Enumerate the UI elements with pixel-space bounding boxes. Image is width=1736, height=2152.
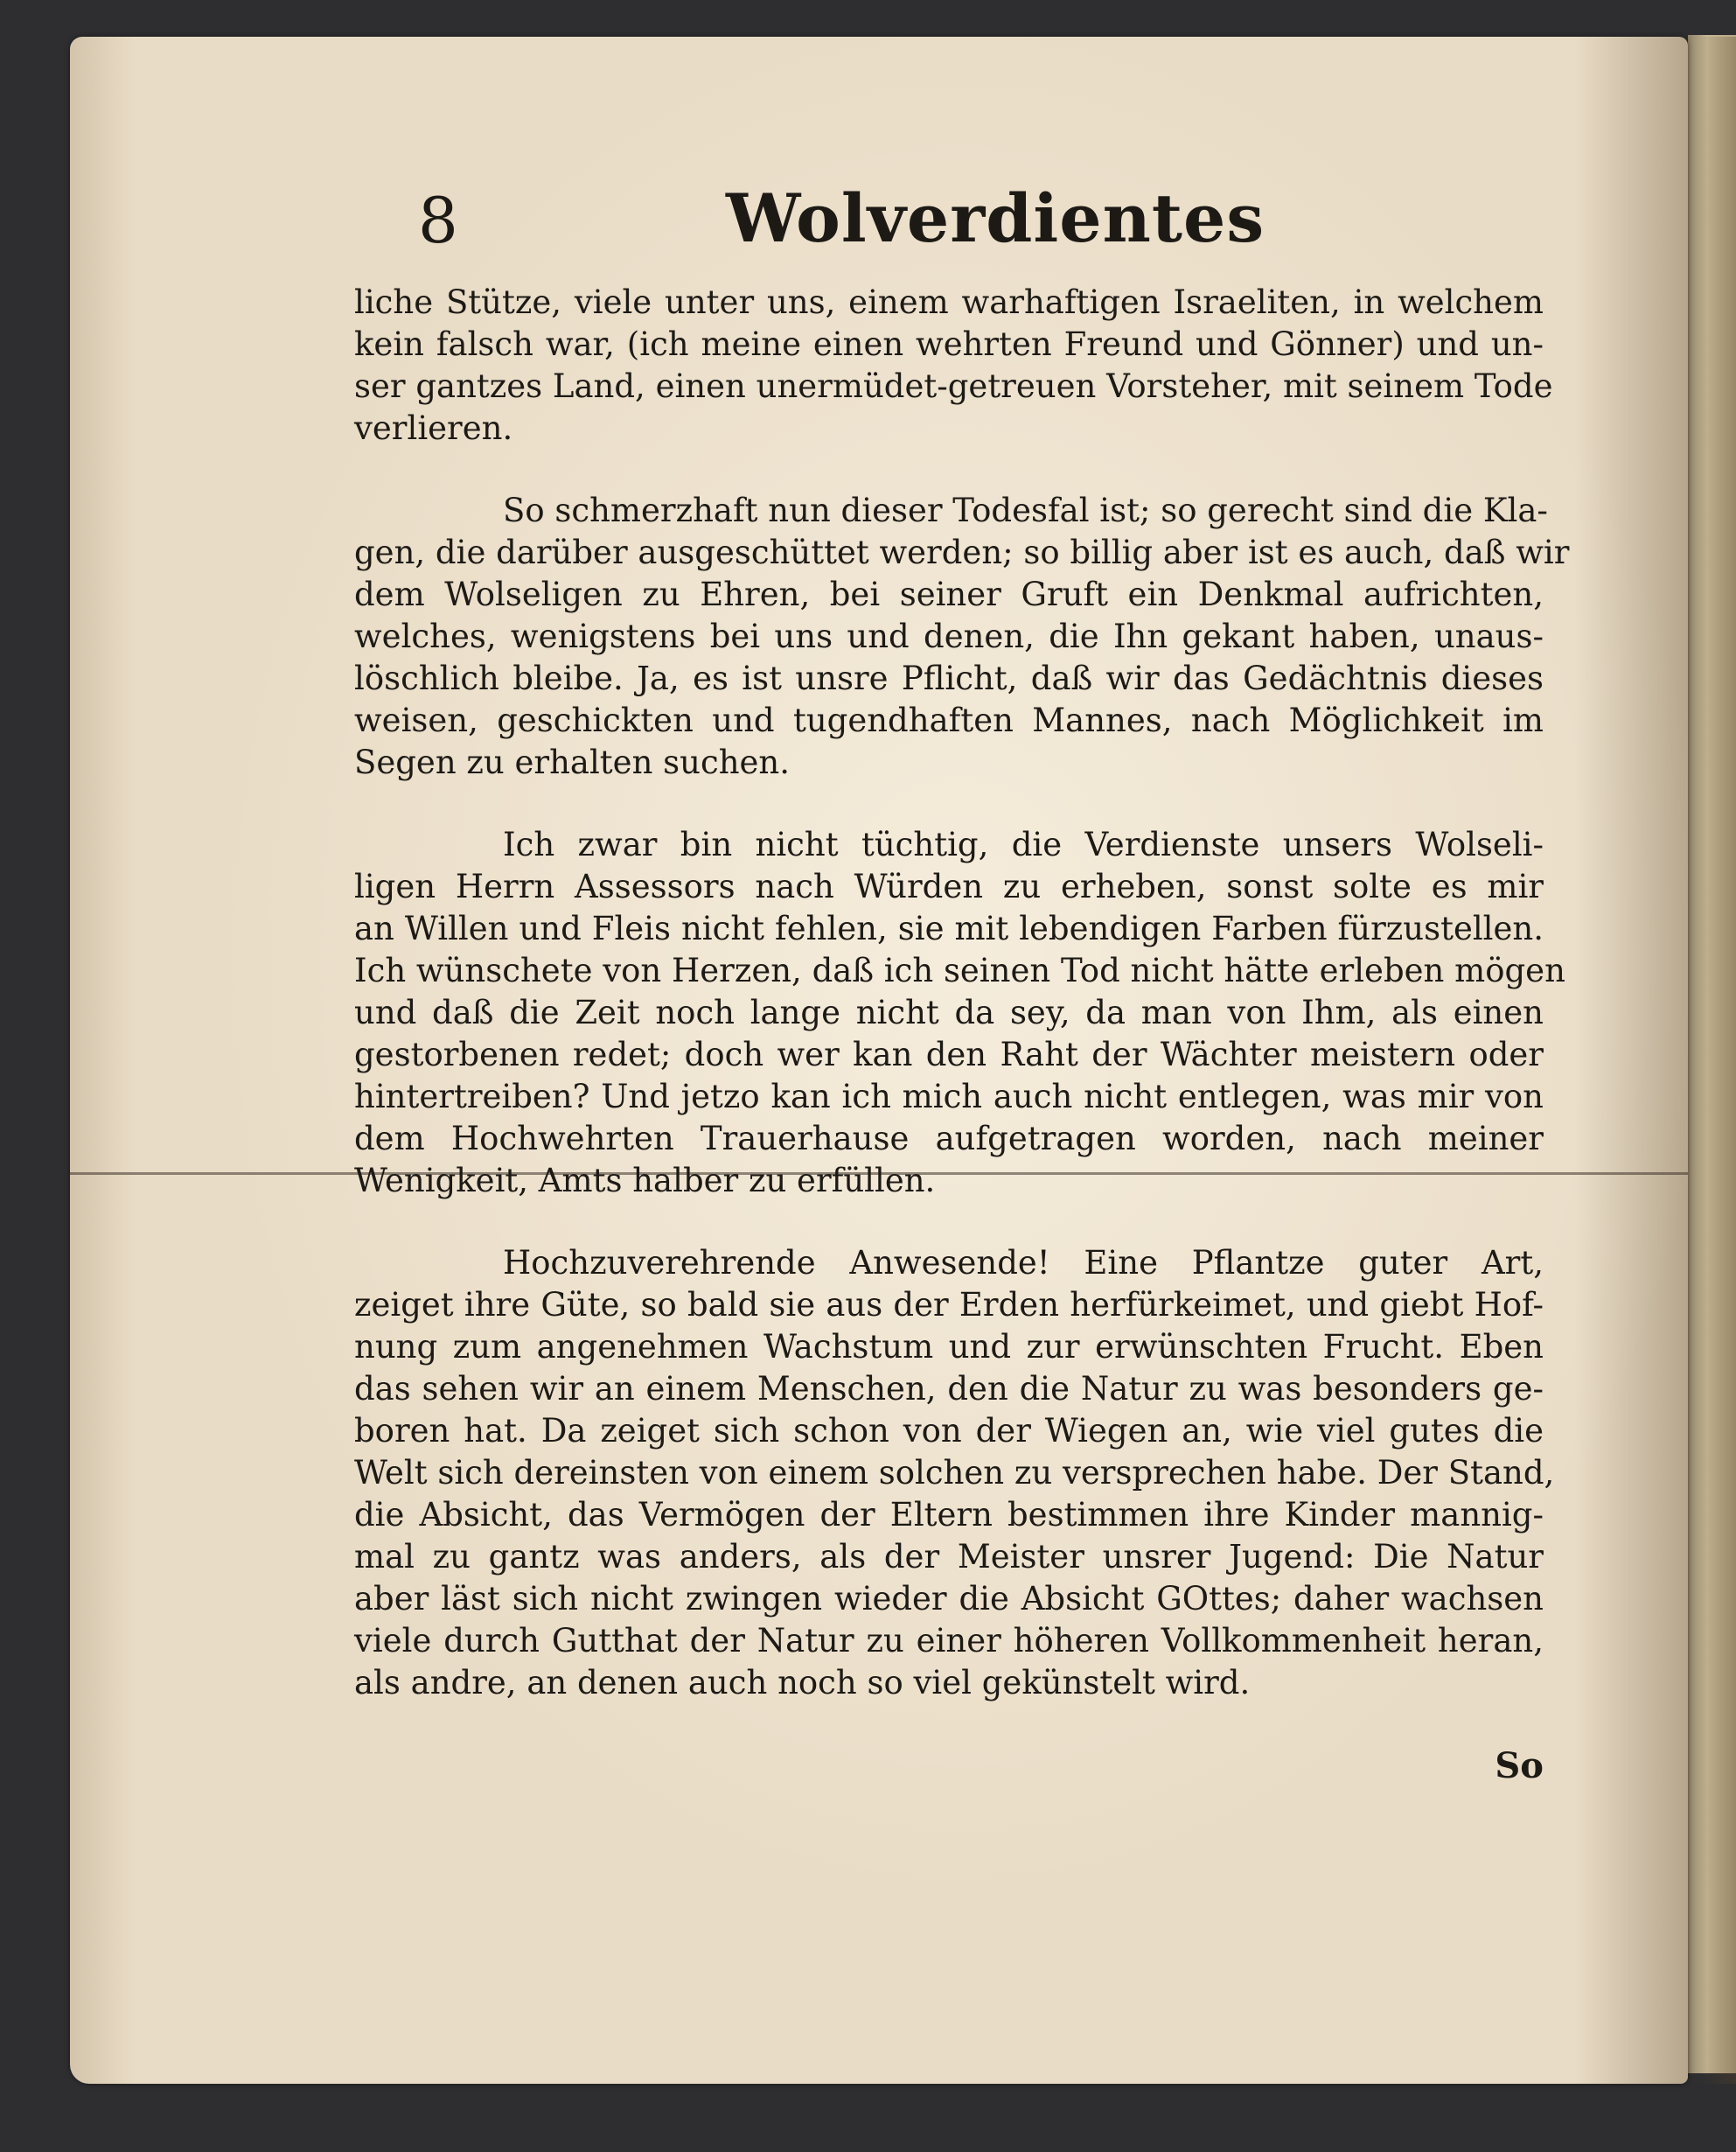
text-line: ser gantzes Land, einen unermüdet-getreuen Vorsteher, mit seinem Tode <box>354 367 1553 405</box>
text-line: nung zum angenehmen Wachstum und zur erwünschten Frucht. Eben <box>354 1328 1544 1366</box>
page-number: 8 <box>418 184 458 257</box>
text-line: Segen zu erhalten suchen. <box>354 744 791 781</box>
text-line: Ich zwar bin nicht tüchtig, die Verdienste unsers Wolseli- <box>503 826 1544 863</box>
text-line: Hochzuverehrende Anwesende! Eine Pflantze guter Art, <box>503 1244 1544 1282</box>
text-line: Welt sich dereinsten von einem solchen zu versprechen habe. Der Stand, <box>354 1454 1555 1492</box>
text-block <box>289 168 1570 1788</box>
text-line: liche Stütze, viele unter uns, einem warhaftigen Israeliten, in welchem <box>354 283 1544 321</box>
text-line: So schmerzhaft nun dieser Todesfal ist; so gerecht sind die Kla- <box>503 492 1548 529</box>
text-line: kein falsch war, (ich meine einen wehrten Freund und Gönner) und un- <box>354 325 1544 363</box>
running-title: Wolverdientes <box>726 179 1265 257</box>
text-line: ligen Herrn Assessors nach Würden zu erheben, sonst solte es mir <box>354 868 1544 905</box>
text-line: löschlich bleibe. Ja, es ist unsre Pflicht, daß wir das Gedächtnis dieses <box>354 660 1544 697</box>
text-line: viele durch Gutthat der Natur zu einer höheren Vollkommenheit heran, <box>354 1622 1544 1659</box>
text-line: Ich wünschete von Herzen, daß ich seinen Tod nicht hätte erleben mögen <box>354 952 1565 989</box>
page-header <box>289 168 1557 282</box>
text-line: aber läst sich nicht zwingen wieder die Absicht GOttes; daher wachsen <box>354 1580 1544 1617</box>
text-line: dem Wolseligen zu Ehren, bei seiner Gruft ein Denkmal aufrichten, <box>354 576 1544 613</box>
catchword: So <box>1495 1745 1544 1786</box>
page-sheet <box>70 37 1688 2084</box>
text-line: verlieren. <box>354 409 513 447</box>
text-line: dem Hochwehrten Trauerhause aufgetragen worden, nach meiner <box>354 1120 1544 1157</box>
text-line: Wenigkeit, Amts halber zu erfüllen. <box>354 1162 936 1199</box>
text-line: welches, wenigstens bei uns und denen, die Ihn gekant haben, unaus- <box>354 618 1544 655</box>
text-line: mal zu gantz was anders, als der Meister unsrer Jugend: Die Natur <box>354 1538 1544 1576</box>
text-line: gestorbenen redet; doch wer kan den Raht der Wächter meistern oder <box>354 1036 1544 1073</box>
text-line: und daß die Zeit noch lange nicht da sey, da man von Ihm, als einen <box>354 994 1544 1031</box>
text-line: die Absicht, das Vermögen der Eltern bestimmen ihre Kinder mannig- <box>354 1496 1544 1534</box>
text-line: als andre, an denen auch noch so viel gekünstelt wird. <box>354 1664 1251 1701</box>
text-line: das sehen wir an einem Menschen, den die Natur zu was besonders ge- <box>354 1370 1544 1408</box>
paragraph-3 <box>289 824 1565 1202</box>
paragraph-1 <box>289 282 1557 450</box>
text-line: boren hat. Da zeiget sich schon von der Wiegen an, wie viel gutes die <box>354 1412 1544 1450</box>
paragraph-4 <box>289 1242 1557 1704</box>
text-line: weisen, geschickten und tugendhaften Mannes, nach Möglichkeit im <box>354 702 1544 739</box>
paragraph-2 <box>289 490 1570 784</box>
text-line: hintertreiben? Und jetzo kan ich mich auch nicht entlegen, was mir von <box>354 1078 1544 1115</box>
text-line: gen, die darüber ausgeschüttet werden; so billig aber ist es auch, daß wir <box>354 534 1570 571</box>
text-line: zeiget ihre Güte, so bald sie aus der Erden herfürkeimet, und giebt Hof- <box>354 1286 1544 1324</box>
text-line: an Willen und Fleis nicht fehlen, sie mit lebendigen Farben fürzustellen. <box>354 910 1544 947</box>
gutter-shadow <box>1697 37 1736 2084</box>
